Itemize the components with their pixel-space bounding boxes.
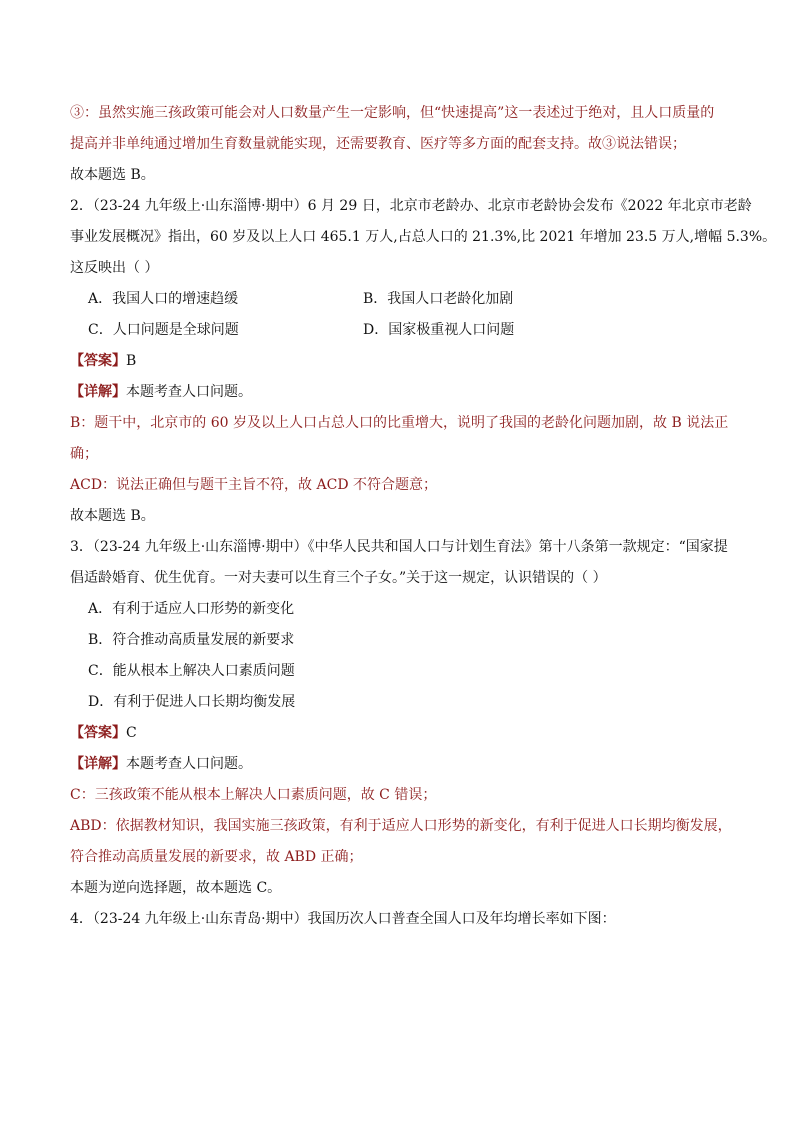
answer-line [70, 346, 730, 377]
document-content [70, 98, 777, 935]
option-d: D．有利于促进人口长期均衡发展 [88, 694, 296, 710]
detail-label: 【详解】 [70, 756, 126, 772]
question-3-stem: 倡适龄婚育、优生优育。一对夫妻可以生育三个子女。”关于这一规定，认识错误的（ ） [70, 570, 607, 586]
explanation-line: 提高并非单纯通过增加生育数量就能实现，还需要教育、医疗等多方面的配套支持。故③说法错误； [70, 136, 686, 152]
conclusion-line: 本题为逆向选择题，故本题选 C。 [70, 880, 282, 896]
explanation-line: C：三孩政策不能从根本上解决人口素质问题，故 C 错误； [70, 787, 437, 803]
question-2-options-row [70, 284, 730, 315]
detail-line [70, 377, 730, 408]
question-4-stem: 4．（23-24 九年级上·山东青岛·期中）我国历次人口普查全国人口及年均增长率如下图： [70, 911, 616, 927]
answer-label: 【答案】 [70, 353, 126, 369]
explanation-line: ABD：依据教材知识，我国实施三孩政策，有利于适应人口形势的新变化，有利于促进人口长期均衡发展， [70, 818, 732, 834]
explanation-line: ③：虽然实施三孩政策可能会对人口数量产生一定影响，但“快速提高”这一表述过于绝对，且人口质量的 [70, 105, 715, 121]
explanation-line: 符合推动高质量发展的新要求，故 ABD 正确； [70, 849, 363, 865]
answer-value: C [126, 725, 137, 741]
question-2-stem: 2．（23-24 九年级上·山东淄博·期中）6 月 29 日，北京市老龄办、北京市老龄协会发布《2022 年北京市老龄 [70, 198, 752, 214]
option-b: B．符合推动高质量发展的新要求 [88, 632, 295, 648]
question-2-options-row [70, 315, 730, 346]
explanation-line: 确； [70, 446, 98, 462]
question-2-stem: 事业发展概况》指出，60 岁及以上人口 465.1 万人,占总人口的 21.3%,比 2021 年增加 23.5 万人,增幅 5.3%。 [70, 229, 777, 245]
option-a: A．我国人口的增速趋缓 [88, 291, 239, 307]
answer-label: 【答案】 [70, 725, 126, 741]
question-2-stem: 这反映出（ ） [70, 260, 159, 276]
detail-text: 本题考查人口问题。 [126, 384, 252, 400]
explanation-line: B：题干中，北京市的 60 岁及以上人口占总人口的比重增大，说明了我国的老龄化问题加剧，故 B 说法正 [70, 415, 729, 431]
question-3-stem: 3．（23-24 九年级上·山东淄博·期中）《中华人民共和国人口与计划生育法》第十八条第一款规定：“国家提 [70, 539, 728, 555]
option-c: C．能从根本上解决人口素质问题 [88, 663, 295, 679]
option-b: B．我国人口老龄化加剧 [363, 291, 514, 307]
explanation-line: ACD：说法正确但与题干主旨不符，故 ACD 不符合题意； [70, 477, 437, 493]
detail-text: 本题考查人口问题。 [126, 756, 252, 772]
option-a: A．有利于适应人口形势的新变化 [88, 601, 295, 617]
answer-line [70, 718, 730, 749]
detail-label: 【详解】 [70, 384, 126, 400]
option-d: D．国家极重视人口问题 [363, 322, 515, 338]
answer-value: B [126, 353, 137, 369]
option-c: C．人口问题是全球问题 [88, 322, 239, 338]
conclusion-line: 故本题选 B。 [70, 167, 155, 183]
conclusion-line: 故本题选 B。 [70, 508, 155, 524]
detail-line [70, 749, 730, 780]
